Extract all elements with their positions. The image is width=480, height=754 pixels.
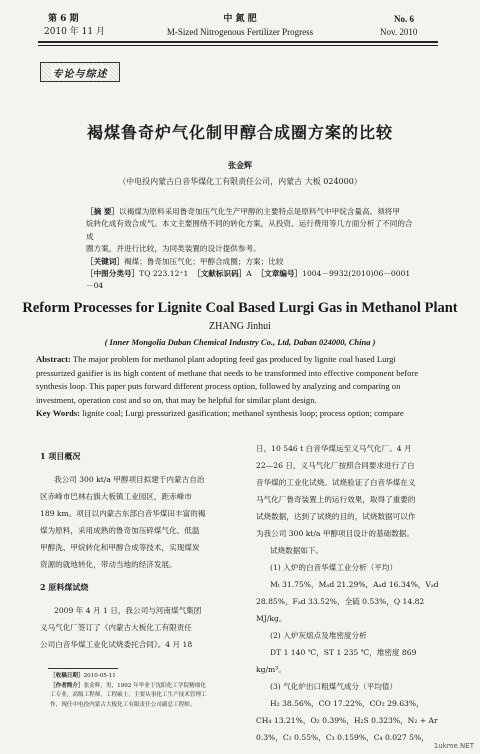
keywords-en: lignite coal; Lurgi pressurized gasification; methanol synthesis loop; process option; compare	[82, 408, 404, 418]
abstract-en-line: The major problem for methanol plant adopting feed gas produced by lignite coal based Lurgi	[72, 354, 396, 364]
article-number-label: ［文章编号］	[256, 269, 303, 279]
paragraph-line: 22—26 日，义马气化厂按照合同要求进行了白	[256, 461, 415, 470]
abstract-cn	[86, 206, 416, 293]
data-line: 0.3%，C₂ 0.55%，C₃ 0.159%，C₄ 0.027 5%，	[256, 733, 429, 742]
abstract-en-line: synthesis loop. This paper puts forward different process option, followed by analyzing and comparing on	[36, 381, 401, 391]
clc-code: TQ 223.12⁺1	[139, 269, 189, 279]
date-en: Nov. 2010	[380, 27, 418, 37]
paragraph-line: 区赤峰市巴林右旗大板镇工业园区，距赤峰市	[40, 492, 192, 501]
clc-label: ［中图分类号］	[86, 269, 140, 279]
paragraph-line: 甲醇洗、甲烷转化和甲醇合成等技术，实现煤炭	[40, 543, 200, 552]
abstract-cn-line: 以褐煤为原料采用鲁奇加压气化生产甲醇的主要特点是原料气中甲烷含量高。须将甲	[119, 207, 400, 216]
paragraph-line: 试烧数据，达到了试烧的目的，试烧数据可以作	[256, 512, 416, 521]
data-line: kg/m³。	[256, 665, 286, 674]
paragraph-line: 公司白音华煤工业化试烧委托合同》。4 月 18	[40, 640, 193, 649]
paragraph-line: 义马气化厂签订了《内蒙古大板化工有限责任	[40, 623, 192, 632]
article-number: 1004－9932(2010)06－0001－04	[86, 269, 411, 291]
data-line: CH₄ 13.21%，O₂ 0.39%，H₂S 0.323%，N₂ + Ar	[256, 716, 438, 725]
received-label: ［收稿日期］	[50, 673, 84, 679]
paragraph-line: 为我公司 300 kt/a 甲醇项目设计的基础数据。	[256, 529, 414, 538]
data-line: Mₜ 31.75%，Mₐd 21.29%，Aₐd 16.34%，Vₐd	[270, 580, 439, 589]
abstract-en-line: pressurized gasifier is its high content of methane that needs to be transformed into effective component before	[36, 367, 419, 378]
issue-number-cn: 第 6 期	[48, 14, 79, 24]
abstract-cn-label: ［摘 要］	[86, 207, 120, 216]
classification-line	[86, 268, 416, 293]
section-heading: 1 项目概况	[40, 451, 81, 461]
paragraph-line: 试烧数据如下。	[270, 546, 324, 555]
column-badge-label: 专论与综述	[51, 65, 110, 80]
paragraph-line: 音华煤的工业化试烧。试烧验证了白音华煤在义	[256, 478, 416, 487]
author-bio-line: 张金辉，男，1992 年毕业于沈阳化工学院精细化	[83, 682, 206, 689]
data-line: H₂ 38.56%，CO 17.22%，CO₂ 29.63%，	[270, 699, 424, 708]
affiliation-cn: （中电投内蒙古白音华煤化工有限责任公司，内蒙古 大板 024000）	[118, 177, 362, 186]
paragraph-line: 189 km。项目以内蒙古东部白音华煤田丰富的褐	[40, 509, 206, 518]
abstract-en-label: Abstract:	[36, 354, 71, 364]
subsection-line: (2) 入炉灰熔点及堆密度分析	[270, 631, 367, 640]
footnote-rule	[48, 668, 118, 669]
keywords-cn: 褐煤；鲁奇加压气化；甲醇合成圈；方案；比较	[123, 256, 284, 266]
right-column	[256, 440, 444, 746]
doc-code: A	[246, 269, 252, 279]
keywords-en-label: Key Words:	[36, 408, 81, 418]
issue-number-en: No. 6	[394, 14, 414, 24]
section-heading: 2 原料煤试烧	[40, 582, 89, 592]
subsection-line: (3) 气化炉出口粗煤气成分（平均值）	[270, 682, 398, 691]
paragraph-line: 2009 年 4 月 1 日，我公司与河南煤气集团	[54, 606, 202, 615]
subsection-line: (1) 入炉的白音华煤工业分析（平均）	[270, 563, 398, 572]
author-bio-line: 工专业，高级工程师，工程硕士，主要从事化工生产技术管理工	[50, 692, 207, 699]
journal-name-cn: 中 氮 肥	[223, 14, 257, 24]
data-line: MJ/kg。	[256, 614, 287, 623]
received-date: 2010-05-11	[83, 673, 116, 679]
author-en: ZHANG Jinhui	[209, 321, 271, 332]
footnote	[50, 672, 242, 710]
author-cn: 张金辉	[228, 160, 252, 170]
doc-code-label: ［文献标识码］	[193, 269, 247, 279]
date-cn: 2010 年 11 月	[44, 27, 105, 37]
affiliation-en: ( Inner Mongolia Daban Chemical Industry Co., Ltd, Daban 024000, China )	[104, 337, 376, 347]
header-rule-thin	[38, 45, 438, 46]
article-title-en: Reform Processes for Lignite Coal Based Lurgi Gas in Methanol Plant	[22, 300, 458, 316]
abstract-en-line: investment, operation cost and so on, that may be helpful for similar plant design.	[36, 394, 317, 405]
header-rule	[38, 41, 438, 43]
paragraph-line: 煤为原料，采用成熟的鲁奇加压碎煤气化、低温	[40, 526, 200, 535]
author-bio-line: 作，现任中电投内蒙古大板化工有限责任公司副总工程师。	[50, 701, 196, 708]
journal-name-en: M-Sized Nitrogenous Fertilizer Progress	[166, 27, 314, 37]
data-line: 28.85%，Fₐd 33.52%，全硫 0.53%，Q 14.82	[256, 597, 425, 606]
article-title-cn: 褐煤鲁奇炉气化制甲醇合成圈方案的比较	[86, 123, 393, 142]
paragraph-line: 马气化厂鲁奇装置上的运行效果，取得了重要的	[256, 495, 416, 504]
keywords-cn-label: ［关键词］	[86, 256, 124, 266]
abstract-cn-line: 烷转化成有效合成气。本文主要围绕不同的转化方案，从投资、运行费用等几方面分析了不同的合成	[86, 219, 413, 241]
data-line: DT 1 140 ℃，ST 1 235 ℃，堆密度 869	[270, 648, 417, 657]
column-badge	[40, 62, 120, 82]
author-bio-label: ［作者简介］	[50, 682, 84, 689]
abstract-cn-line: 圈方案，并进行比较，为同类装置的设计提供参考。	[86, 244, 261, 254]
paragraph-line: 日，10 546 t 白音华煤运至义马气化厂。4 月	[256, 444, 412, 453]
abstract-en	[36, 353, 444, 421]
watermark-logo: 1ukme.NET	[433, 742, 474, 750]
paragraph-line: 资源的就地转化，带动当地的经济发展。	[40, 560, 177, 569]
left-column	[40, 448, 240, 653]
paragraph-line: 我公司 300 kt/a 甲醇项目拟建于内蒙古自治	[54, 475, 205, 484]
